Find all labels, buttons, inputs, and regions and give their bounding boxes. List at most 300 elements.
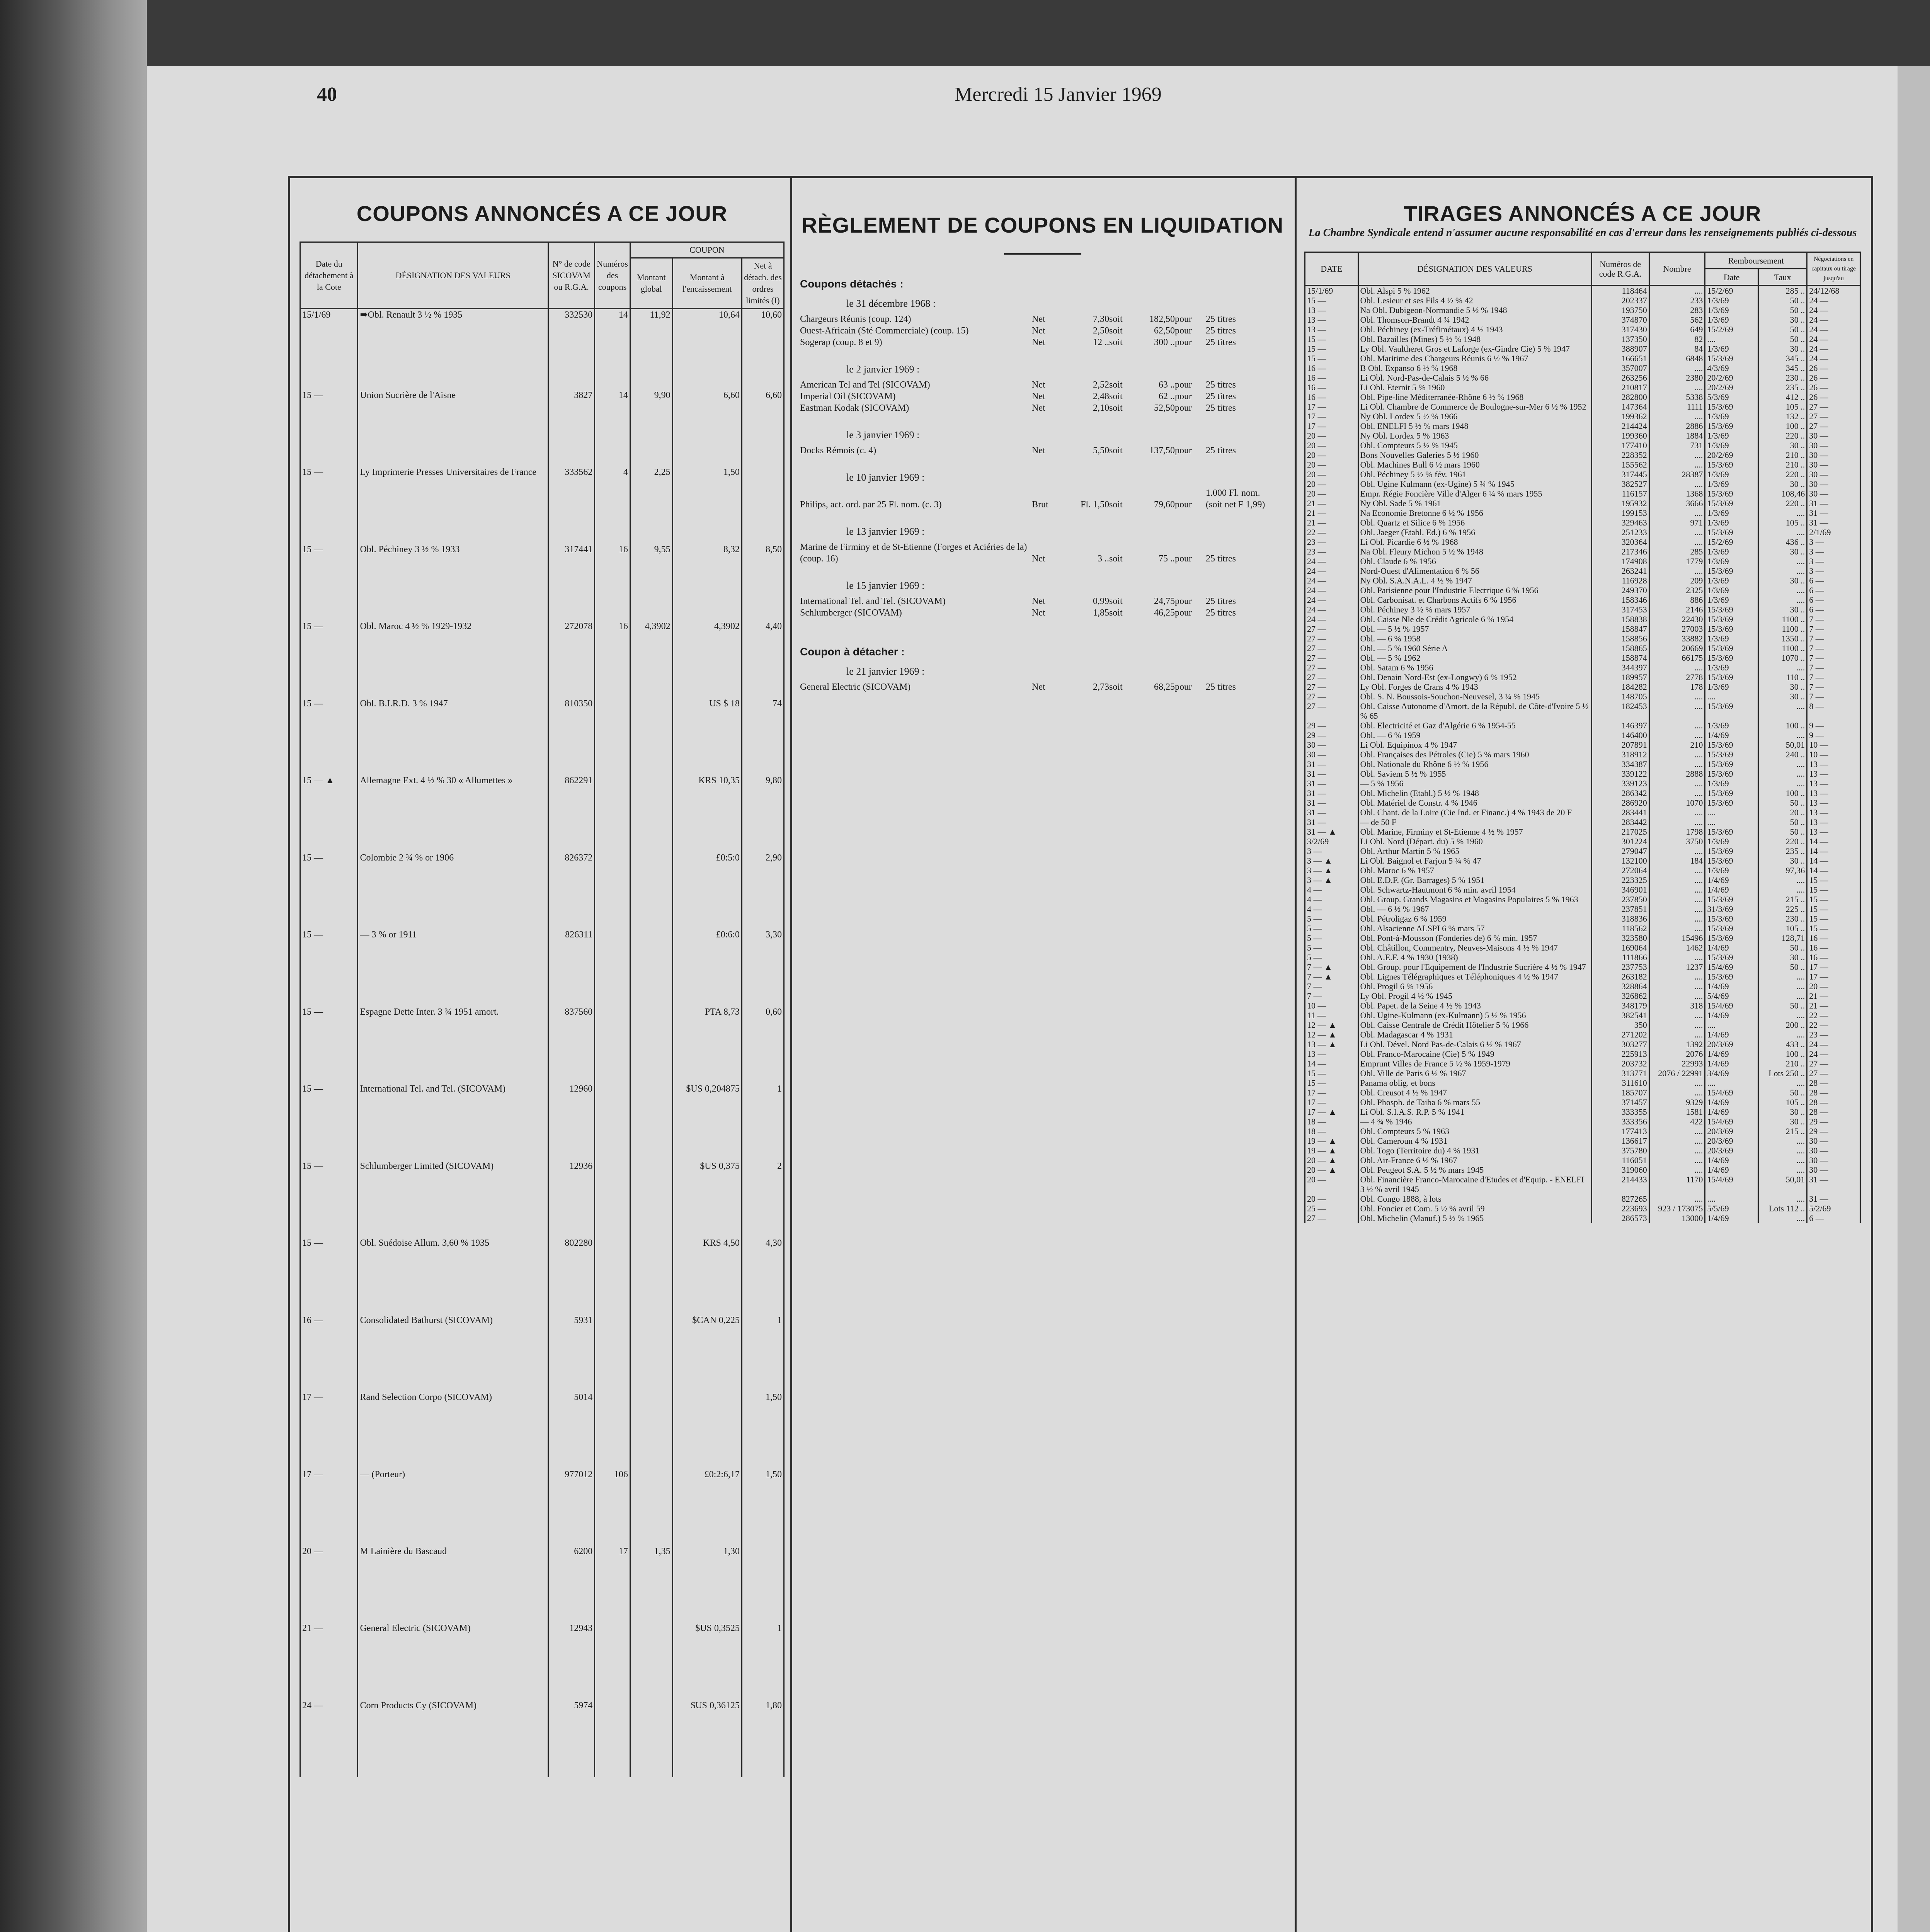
- table-cell: 15/2/69: [1705, 537, 1758, 547]
- table-cell: 11,92: [630, 309, 672, 389]
- table-cell: £0:6:0: [672, 929, 742, 1006]
- entry-field: Net: [1032, 682, 1045, 692]
- table-cell: 30 ..: [1758, 547, 1807, 556]
- table-cell: 24 —: [1807, 354, 1860, 363]
- col-remboursement: Remboursement: [1705, 252, 1807, 269]
- table-row: [1305, 354, 1860, 363]
- table-cell: 2,90: [742, 852, 784, 929]
- table-cell: [742, 1546, 784, 1622]
- table-cell: 24 —: [1807, 325, 1860, 334]
- table-cell: M Lainière du Bascaud: [358, 1546, 548, 1622]
- table-cell: ....: [1758, 1213, 1807, 1223]
- entry-field: 25 titres: [1206, 682, 1236, 692]
- table-cell: 433 ..: [1758, 1039, 1807, 1049]
- reglement-entry: [800, 379, 1285, 391]
- table-cell: 50,01: [1758, 740, 1807, 750]
- table-cell: 210 ..: [1758, 460, 1807, 469]
- table-row: [1305, 692, 1860, 701]
- table-cell: [630, 1622, 672, 1699]
- table-cell: 17 —: [1807, 972, 1860, 981]
- table-cell: ....: [1649, 508, 1705, 518]
- table-cell: 24 —: [1807, 344, 1860, 354]
- table-cell: ....: [1758, 566, 1807, 576]
- table-cell: 15/3/69: [1705, 421, 1758, 431]
- table-cell: Li Obl. Baignol et Farjon 5 ¼ % 47: [1358, 856, 1591, 866]
- table-cell: 1/4/69: [1705, 885, 1758, 895]
- table-cell: Obl. Péchiney 3 ½ % 1933: [358, 544, 548, 621]
- page-date: Mercredi 15 Janvier 1969: [955, 83, 1162, 105]
- table-row: [1305, 981, 1860, 991]
- entry-field: Marine de Firminy et de St-Etienne (Forges et Aciéries de la) (coup. 16): [800, 542, 1027, 564]
- entry-field: 24,75: [1154, 596, 1175, 606]
- table-cell: 4,40: [742, 621, 784, 697]
- table-cell: 1/3/69: [1705, 663, 1758, 672]
- table-cell: ....: [1649, 866, 1705, 875]
- table-cell: 50 ..: [1758, 1088, 1807, 1097]
- table-row: [1305, 1030, 1860, 1039]
- table-cell: 382527: [1591, 479, 1649, 489]
- table-cell: 14 —: [1305, 1059, 1358, 1068]
- table-cell: 1/3/69: [1705, 779, 1758, 788]
- table-cell: 233: [1649, 296, 1705, 305]
- table-cell: Obl. Caisse Autonome d'Amort. de la Républ. de Côte-d'Ivoire 5 ½ % 65: [1358, 701, 1591, 721]
- table-cell: [595, 852, 630, 929]
- table-cell: 971: [1649, 518, 1705, 527]
- table-cell: 249370: [1591, 585, 1649, 595]
- entry-field: 52,50: [1154, 403, 1175, 413]
- tirages-section: [1304, 193, 1861, 1932]
- table-cell: 334387: [1591, 759, 1649, 769]
- table-cell: 214433: [1591, 1175, 1649, 1194]
- table-cell: 15 —: [300, 389, 358, 466]
- table-cell: 15 —: [1807, 914, 1860, 923]
- col-code: N° de code SICOVAM ou R.G.A.: [548, 242, 594, 309]
- reglement-entry: [800, 402, 1285, 414]
- table-cell: Obl. Foncier et Com. 5 ½ % avril 59: [1358, 1204, 1591, 1213]
- table-cell: 128,71: [1758, 933, 1807, 943]
- table-cell: 15 —: [300, 929, 358, 1006]
- table-cell: 5/2/69: [1807, 1204, 1860, 1213]
- col-numero: Numéros des coupons: [595, 242, 630, 309]
- table-row: [1305, 817, 1860, 827]
- table-cell: — 5 % 1956: [1358, 779, 1591, 788]
- table-row: [1305, 682, 1860, 692]
- table-cell: 30 —: [1807, 431, 1860, 440]
- entry-field: 25 titres: [1206, 326, 1236, 336]
- table-cell: 30 ..: [1758, 682, 1807, 692]
- table-cell: ....: [1649, 527, 1705, 537]
- table-cell: Obl. Caisse Nle de Crédit Agricole 6 % 1954: [1358, 614, 1591, 624]
- entry-field: Net: [1032, 326, 1045, 336]
- table-cell: 14 —: [1807, 856, 1860, 866]
- table-cell: Li Obl. Nord (Départ. du) 5 % 1960: [1358, 837, 1591, 846]
- table-cell: 4 —: [1305, 895, 1358, 904]
- table-cell: ....: [1649, 1146, 1705, 1155]
- table-cell: 15 —: [300, 621, 358, 697]
- table-cell: 20 ..: [1758, 808, 1807, 817]
- table-cell: ....: [1705, 817, 1758, 827]
- table-row: [1305, 1039, 1860, 1049]
- table-row: [1305, 402, 1860, 412]
- table-cell: 15/3/69: [1705, 923, 1758, 933]
- table-row: [1305, 1126, 1860, 1136]
- table-cell: 1798: [1649, 827, 1705, 837]
- entry-field: 182,50: [1149, 314, 1175, 324]
- table-cell: 5 —: [1305, 914, 1358, 923]
- table-cell: 1170: [1649, 1175, 1705, 1194]
- table-cell: Li Obl. Dével. Nord Pas-de-Calais 6 ½ % 1967: [1358, 1039, 1591, 1049]
- table-row: [1305, 1136, 1860, 1146]
- table-cell: 82: [1649, 334, 1705, 344]
- table-row: [300, 775, 784, 852]
- col-remb-taux: Taux: [1758, 269, 1807, 286]
- table-cell: 301224: [1591, 837, 1649, 846]
- table-cell: 20 —: [1305, 450, 1358, 460]
- entry-field: 25 titres: [1206, 554, 1236, 564]
- entry-field: American Tel and Tel (SICOVAM): [800, 380, 930, 390]
- table-cell: 3 —: [1807, 556, 1860, 566]
- table-cell: 2778: [1649, 672, 1705, 682]
- table-cell: ....: [1649, 1155, 1705, 1165]
- table-cell: 7 —: [1305, 981, 1358, 991]
- table-cell: 17 —: [1807, 962, 1860, 972]
- table-cell: [595, 1391, 630, 1468]
- table-row: [1305, 837, 1860, 846]
- table-cell: 158874: [1591, 653, 1649, 663]
- table-cell: 13 —: [1807, 827, 1860, 837]
- table-cell: ....: [1705, 1194, 1758, 1204]
- table-cell: 263256: [1591, 373, 1649, 383]
- entry-field: International Tel. and Tel. (SICOVAM): [800, 596, 946, 606]
- table-cell: ....: [1649, 788, 1705, 798]
- table-cell: Obl. Caisse Centrale de Crédit Hôtelier 5 % 1966: [1358, 1020, 1591, 1030]
- table-cell: ....: [1649, 759, 1705, 769]
- entry-field: Net: [1032, 446, 1045, 456]
- table-cell: 97,36: [1758, 866, 1807, 875]
- table-row: [1305, 624, 1860, 634]
- table-cell: 10,60: [742, 309, 784, 389]
- group-date: le 2 janvier 1969 :: [846, 364, 920, 375]
- table-row: [1305, 527, 1860, 537]
- table-cell: 14 —: [1807, 866, 1860, 875]
- table-cell: 50 ..: [1758, 827, 1807, 837]
- table-cell: ....: [1758, 1010, 1807, 1020]
- table-row: [1305, 1049, 1860, 1059]
- table-cell: Obl. Togo (Territoire du) 4 % 1931: [1358, 1146, 1591, 1155]
- table-cell: ....: [1649, 817, 1705, 827]
- entry-field: pour: [1175, 403, 1192, 413]
- table-row: [1305, 701, 1860, 721]
- table-cell: Obl. Michelin (Manuf.) 5 ½ % 1965: [1358, 1213, 1591, 1223]
- table-cell: International Tel. and Tel. (SICOVAM): [358, 1083, 548, 1160]
- table-cell: 155562: [1591, 460, 1649, 469]
- table-cell: 28 —: [1807, 1088, 1860, 1097]
- table-cell: 28 —: [1807, 1097, 1860, 1107]
- table-cell: 15/3/69: [1705, 759, 1758, 769]
- tirages-table: [1304, 252, 1861, 1223]
- table-cell: 5931: [548, 1315, 594, 1391]
- table-row: [1305, 1155, 1860, 1165]
- table-cell: 6 —: [1807, 585, 1860, 595]
- table-cell: 357007: [1591, 363, 1649, 373]
- table-cell: 26 —: [1807, 363, 1860, 373]
- table-cell: 283441: [1591, 808, 1649, 817]
- table-cell: 118562: [1591, 923, 1649, 933]
- table-cell: Obl. Papet. de la Seine 4 ½ % 1943: [1358, 1001, 1591, 1010]
- table-row: [1305, 566, 1860, 576]
- reglement-section: [800, 193, 1285, 1932]
- table-cell: ....: [1705, 692, 1758, 701]
- table-cell: 3 —: [1305, 846, 1358, 856]
- table-cell: 31 —: [1305, 788, 1358, 798]
- table-cell: ....: [1649, 566, 1705, 576]
- table-cell: 31/3/69: [1705, 904, 1758, 914]
- table-cell: Obl. A.E.F. 4 % 1930 (1938): [1358, 952, 1591, 962]
- table-row: [1305, 344, 1860, 354]
- table-row: [1305, 962, 1860, 972]
- table-row: [1305, 1204, 1860, 1213]
- table-cell: 20 —: [1305, 1175, 1358, 1194]
- col-date: Date du détachement à la Cote: [300, 242, 358, 309]
- table-cell: 23 —: [1305, 547, 1358, 556]
- table-cell: 8,32: [672, 544, 742, 621]
- table-cell: 24 —: [1305, 614, 1358, 624]
- table-cell: 16: [595, 544, 630, 621]
- table-cell: 24 —: [1305, 585, 1358, 595]
- table-cell: Obl. Chant. de la Loire (Cie Ind. et Financ.) 4 % 1943 de 20 F: [1358, 808, 1591, 817]
- table-row: [1305, 914, 1860, 923]
- reglement-title: RÈGLEMENT DE COUPONS EN LIQUIDATION: [801, 213, 1284, 237]
- table-cell: Obl. Nationale du Rhône 6 ½ % 1956: [1358, 759, 1591, 769]
- table-cell: ....: [1705, 1078, 1758, 1088]
- table-cell: 15/4/69: [1705, 1175, 1758, 1194]
- group-entries: [800, 379, 1285, 414]
- table-row: [1305, 1097, 1860, 1107]
- table-cell: 15 —: [300, 1160, 358, 1237]
- table-cell: 15 — ▲: [300, 775, 358, 852]
- table-cell: 12936: [548, 1160, 594, 1237]
- table-cell: 84: [1649, 344, 1705, 354]
- table-cell: 15/3/69: [1705, 566, 1758, 576]
- table-cell: 30 ..: [1758, 315, 1807, 325]
- table-cell: 105 ..: [1758, 1097, 1807, 1107]
- entry-field: Brut: [1032, 500, 1048, 510]
- table-cell: 17 —: [1305, 402, 1358, 412]
- table-cell: 7 —: [1807, 614, 1860, 624]
- table-cell: 1,50: [742, 1469, 784, 1546]
- table-cell: 215 ..: [1758, 1126, 1807, 1136]
- table-cell: ....: [1758, 1165, 1807, 1175]
- table-cell: Obl. Pipe-line Méditerranée-Rhône 6 ½ % 1968: [1358, 392, 1591, 402]
- table-cell: 16 —: [1305, 383, 1358, 392]
- table-cell: 210: [1649, 740, 1705, 750]
- table-cell: B Obl. Expanso 6 ½ % 1968: [1358, 363, 1591, 373]
- table-cell: Obl. S. N. Boussois-Souchon-Neuvesel, 3 ¼ % 1945: [1358, 692, 1591, 701]
- table-cell: [630, 1160, 672, 1237]
- table-cell: Lots 250 ..: [1758, 1068, 1807, 1078]
- table-cell: ....: [1758, 875, 1807, 885]
- table-cell: 20/3/69: [1705, 1146, 1758, 1155]
- table-row: [300, 1546, 784, 1622]
- table-cell: 802280: [548, 1237, 594, 1314]
- table-cell: 1/4/69: [1705, 1097, 1758, 1107]
- table-cell: 15 —: [300, 852, 358, 929]
- col-remb-date: Date: [1705, 269, 1758, 286]
- table-cell: 50 ..: [1758, 305, 1807, 315]
- table-cell: 1/3/69: [1705, 721, 1758, 730]
- entry-field: General Electric (SICOVAM): [800, 682, 911, 692]
- table-cell: ....: [1758, 769, 1807, 779]
- entry-field: 25 titres: [1206, 391, 1236, 401]
- entry-field: 63 ..: [1159, 380, 1175, 390]
- table-cell: 16 —: [1807, 933, 1860, 943]
- table-cell: 7 — ▲: [1305, 962, 1358, 972]
- table-cell: 14 —: [1807, 837, 1860, 846]
- table-cell: ....: [1758, 527, 1807, 537]
- entry-field: soit: [1109, 403, 1123, 413]
- table-cell: 1100 ..: [1758, 614, 1807, 624]
- table-row: [300, 852, 784, 929]
- table-cell: Rand Selection Corpo (SICOVAM): [358, 1391, 548, 1468]
- table-cell: 13 —: [1807, 759, 1860, 769]
- table-cell: 1350 ..: [1758, 634, 1807, 643]
- table-cell: 10 —: [1807, 750, 1860, 759]
- table-cell: ....: [1758, 1155, 1807, 1165]
- table-cell: 7 —: [1807, 634, 1860, 643]
- table-cell: 105 ..: [1758, 518, 1807, 527]
- table-row: [1305, 440, 1860, 450]
- table-cell: 14: [595, 389, 630, 466]
- table-cell: 17 —: [1305, 421, 1358, 431]
- table-cell: 15/3/69: [1705, 527, 1758, 537]
- table-cell: ....: [1758, 508, 1807, 518]
- table-cell: 30 —: [1807, 1146, 1860, 1155]
- table-cell: Obl. Congo 1888, à lots: [1358, 1194, 1591, 1204]
- table-row: [300, 1006, 784, 1083]
- table-cell: Empr. Régie Foncière Ville d'Alger 6 ¼ % mars 1955: [1358, 489, 1591, 498]
- table-row: [1305, 721, 1860, 730]
- table-cell: 30 ..: [1758, 576, 1807, 585]
- table-cell: [672, 1391, 742, 1468]
- table-cell: 106: [595, 1469, 630, 1546]
- table-cell: 158346: [1591, 595, 1649, 605]
- table-cell: 3827: [548, 389, 594, 466]
- table-cell: PTA 8,73: [672, 1006, 742, 1083]
- table-cell: 31 —: [1305, 798, 1358, 808]
- entry-field: 2,48: [1093, 391, 1109, 401]
- table-cell: 283442: [1591, 817, 1649, 827]
- table-cell: 27 —: [1807, 1068, 1860, 1078]
- table-cell: 7 —: [1305, 991, 1358, 1001]
- table-cell: 5/5/69: [1705, 1204, 1758, 1213]
- entry-field: soit: [1109, 500, 1123, 510]
- table-cell: 328864: [1591, 981, 1649, 991]
- table-cell: Obl. Maritime des Chargeurs Réunis 6 ½ % 1967: [1358, 354, 1591, 363]
- table-cell: 333355: [1591, 1107, 1649, 1117]
- table-cell: 1/4/69: [1705, 1049, 1758, 1059]
- table-cell: 0,60: [742, 1006, 784, 1083]
- entry-field: 62 ..: [1159, 391, 1175, 401]
- entry-field: 3 ..: [1098, 554, 1109, 564]
- entry-field: 5,50: [1093, 446, 1109, 456]
- table-row: [1305, 392, 1860, 402]
- table-cell: ....: [1705, 334, 1758, 344]
- entry-field: 2,10: [1093, 403, 1109, 413]
- table-row: [1305, 904, 1860, 914]
- table-cell: 1/4/69: [1705, 1165, 1758, 1175]
- table-cell: Obl. — 6 % 1959: [1358, 730, 1591, 740]
- table-cell: £0:5:0: [672, 852, 742, 929]
- table-cell: Obl. Compteurs 5 % 1963: [1358, 1126, 1591, 1136]
- table-cell: Obl. Saviem 5 ½ % 1955: [1358, 769, 1591, 779]
- table-cell: Panama oblig. et bons: [1358, 1078, 1591, 1088]
- table-cell: 1/3/69: [1705, 576, 1758, 585]
- table-cell: 29 —: [1807, 1126, 1860, 1136]
- table-row: [1305, 537, 1860, 547]
- table-cell: ....: [1758, 1136, 1807, 1146]
- table-cell: Allemagne Ext. 4 ½ % 30 « Allumettes »: [358, 775, 548, 852]
- table-row: [1305, 286, 1860, 296]
- table-cell: ....: [1649, 286, 1705, 296]
- table-cell: 31 —: [1807, 518, 1860, 527]
- table-cell: 33882: [1649, 634, 1705, 643]
- table-cell: 228352: [1591, 450, 1649, 460]
- reglement-entry: [800, 487, 1285, 510]
- table-cell: 14: [595, 309, 630, 389]
- table-row: [1305, 634, 1860, 643]
- table-cell: 8 —: [1807, 701, 1860, 721]
- entry-field: Eastman Kodak (SICOVAM): [800, 403, 909, 413]
- table-cell: [595, 1160, 630, 1237]
- table-cell: 6848: [1649, 354, 1705, 363]
- table-cell: 50 ..: [1758, 798, 1807, 808]
- table-cell: 12960: [548, 1083, 594, 1160]
- table-cell: 862291: [548, 775, 594, 852]
- entry-field: 2,73: [1093, 682, 1109, 692]
- table-row: [1305, 846, 1860, 856]
- table-cell: Obl. Péchiney 3 ½ % mars 1957: [1358, 605, 1591, 614]
- table-cell: [595, 698, 630, 775]
- table-cell: 15 —: [1807, 904, 1860, 914]
- table-cell: 16 —: [1305, 373, 1358, 383]
- table-cell: ....: [1758, 1030, 1807, 1039]
- table-cell: 3/4/69: [1705, 1068, 1758, 1078]
- col-nombre: Nombre: [1649, 252, 1705, 286]
- table-cell: [630, 1391, 672, 1468]
- table-cell: 15 —: [1807, 895, 1860, 904]
- table-row: [300, 1700, 784, 1777]
- table-cell: 7 —: [1807, 643, 1860, 653]
- table-cell: 1/4/69: [1705, 875, 1758, 885]
- table-cell: 132100: [1591, 856, 1649, 866]
- table-cell: ....: [1649, 363, 1705, 373]
- table-cell: 2: [742, 1160, 784, 1237]
- table-cell: 50 ..: [1758, 296, 1807, 305]
- table-cell: 5/4/69: [1705, 991, 1758, 1001]
- table-cell: 50 ..: [1758, 325, 1807, 334]
- table-cell: 200 ..: [1758, 1020, 1807, 1030]
- table-cell: Obl. Lesieur et ses Fils 4 ½ % 42: [1358, 296, 1591, 305]
- table-cell: 1/3/69: [1705, 296, 1758, 305]
- table-cell: 15/4/69: [1705, 1088, 1758, 1097]
- table-cell: 203732: [1591, 1059, 1649, 1068]
- table-cell: ....: [1758, 972, 1807, 981]
- table-row: [300, 1622, 784, 1699]
- entry-field: Fl. 1,50: [1080, 500, 1109, 510]
- table-cell: Emprunt Villes de France 5 ½ % 1959-1979: [1358, 1059, 1591, 1068]
- table-cell: 1/4/69: [1705, 1059, 1758, 1068]
- table-cell: 27 —: [1305, 653, 1358, 663]
